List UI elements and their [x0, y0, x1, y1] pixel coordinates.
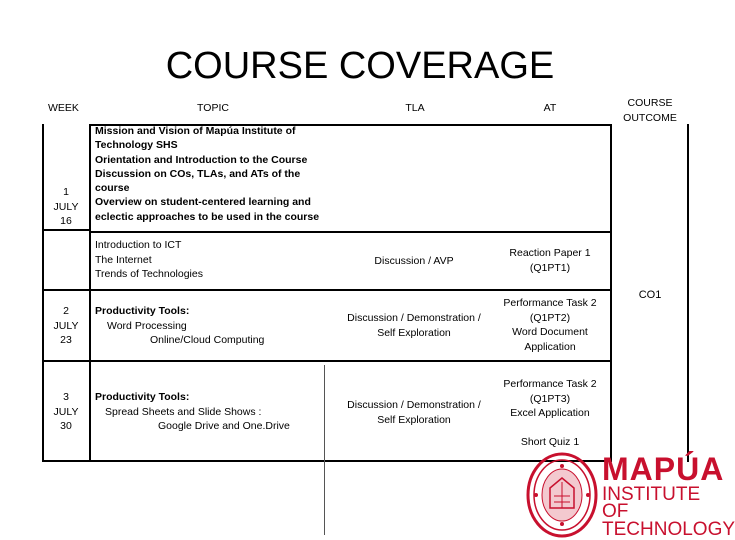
week-number: 3: [63, 391, 69, 403]
course-outcome-cell: CO1: [638, 289, 662, 301]
topic-line: Orientation and Introduction to the Course: [95, 153, 308, 166]
row-divider-2: [42, 289, 611, 291]
row-divider-3: [42, 360, 611, 362]
logo-line1: MAPÚA: [602, 451, 725, 487]
topic-line: Word Processing: [107, 319, 187, 332]
topic-line: Google Drive and One.Drive: [158, 420, 290, 432]
row-divider-1: [42, 229, 90, 231]
week-month: JULY: [53, 405, 79, 418]
week-cell-1: [44, 185, 88, 229]
week-month: JULY: [53, 319, 79, 332]
page-title: COURSE COVERAGE: [165, 45, 555, 87]
topic-cell-2: [95, 304, 320, 348]
at-line: Application: [524, 340, 576, 353]
topic-heading: Productivity Tools:: [95, 391, 190, 403]
at-cell-3: [490, 377, 610, 449]
tla-line: Self Exploration: [377, 326, 451, 339]
tla-cell-3: [330, 398, 498, 427]
tla-line: Self Exploration: [377, 413, 451, 426]
topic-line: The Internet: [95, 253, 152, 266]
topic-cell-1b: [95, 238, 315, 282]
tla-cell-2: [330, 311, 498, 340]
header-at: AT: [543, 102, 557, 114]
col-divider-topic-tla: [324, 365, 325, 535]
at-cell-2: [490, 296, 610, 354]
tla-line: Discussion / Demonstration /: [347, 399, 481, 411]
at-line: Performance Task 2: [503, 297, 597, 309]
logo-line2: INSTITUTE OF: [602, 484, 701, 522]
week-month: JULY: [53, 200, 79, 213]
at-line: Short Quiz 1: [520, 435, 580, 448]
header-outcome-line1: COURSE: [627, 97, 673, 109]
week-day: 30: [60, 420, 72, 432]
header-tla: TLA: [405, 102, 425, 114]
seal-icon: [526, 452, 598, 538]
logo-line3: TECHNOLOGY: [602, 519, 735, 540]
topic-cell-1a: [95, 124, 325, 224]
tla-line: Discussion / Demonstration /: [347, 312, 481, 324]
header-outcome-line2: OUTCOME: [623, 111, 677, 124]
tla-cell-1: Discussion / AVP: [374, 255, 454, 267]
topic-line: Technology SHS: [95, 139, 178, 152]
at-line: Reaction Paper 1: [509, 247, 591, 259]
col-divider-week-topic: [89, 124, 91, 462]
topic-line: Overview on student-centered learning and: [95, 196, 311, 209]
week-day: 16: [60, 215, 72, 227]
at-line: (Q1PT3): [529, 392, 571, 405]
week-day: 23: [60, 334, 72, 346]
topic-cell-3: [95, 390, 320, 434]
topic-line: Discussion on COs, TLAs, and ATs of the course: [95, 167, 301, 195]
topic-line: eclectic approaches to be used in the course: [95, 210, 320, 223]
header-week: WEEK: [48, 102, 79, 114]
at-line: (Q1PT1): [529, 261, 571, 274]
topic-heading: Productivity Tools:: [95, 305, 190, 317]
topic-line: Introduction to ICT: [95, 239, 182, 251]
week-number: 2: [63, 305, 69, 317]
topic-line: Spread Sheets and Slide Shows :: [105, 405, 262, 418]
week-number: 1: [63, 186, 69, 198]
header-course-outcome: [612, 96, 688, 125]
topic-line: Trends of Technologies: [95, 268, 203, 280]
at-line: Word Document: [512, 326, 588, 338]
week-cell-2: [44, 304, 88, 348]
topic-line: Mission and Vision of Mapúa Institute of: [95, 125, 296, 137]
at-line: Excel Application: [510, 407, 590, 419]
at-line: Performance Task 2: [503, 378, 597, 390]
topic-line: Online/Cloud Computing: [150, 334, 265, 346]
row-divider-1b: [90, 231, 611, 233]
mapua-wordmark: [602, 451, 735, 540]
week-cell-3: [44, 390, 88, 434]
at-cell-1: [490, 246, 610, 275]
at-line: (Q1PT2): [529, 311, 571, 324]
header-topic: TOPIC: [197, 102, 229, 114]
